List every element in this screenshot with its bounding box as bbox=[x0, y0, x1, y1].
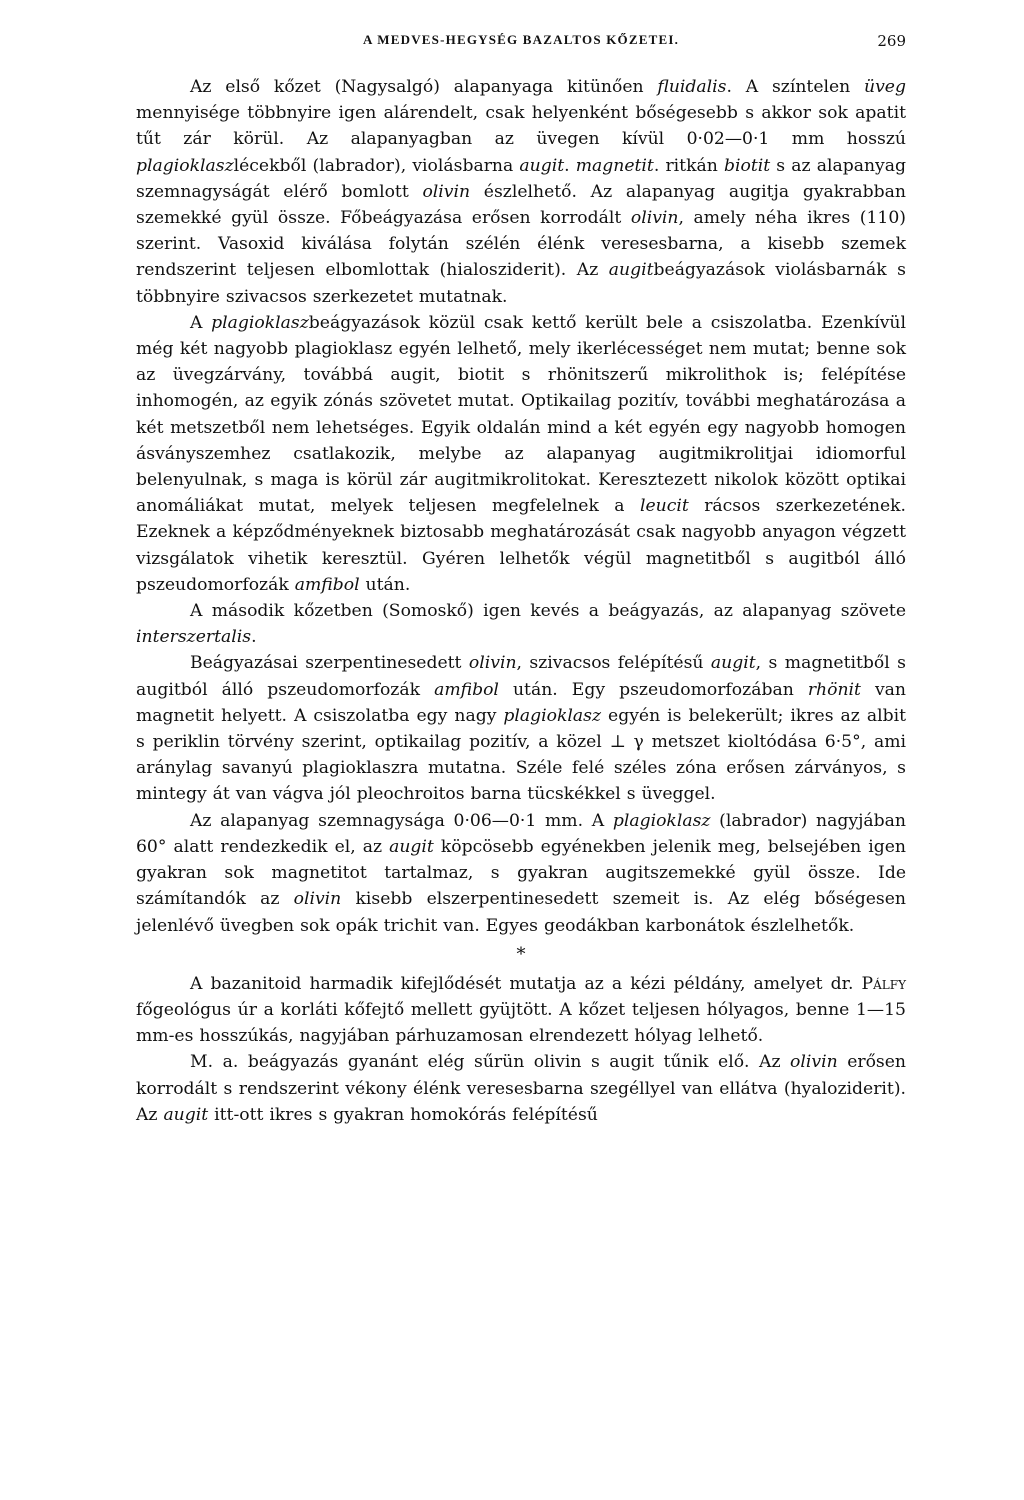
paragraph bbox=[136, 808, 906, 939]
text-run: , s magnetitből s augitból álló pszeudomorfozák bbox=[136, 653, 906, 700]
italic-term: augit bbox=[163, 1104, 209, 1125]
italic-term: plagioklasz bbox=[612, 810, 711, 831]
italic-term: augit bbox=[519, 155, 565, 176]
text-run: rácsos szerkezetének. Ezeknek a képződményeknek biztosabb meghatározását csak nagyobb anyagon végzett vizsgálatok vihetik keresztül. Gyéren lelhetők végül magnetitből s augitból álló pszeudomorfozák bbox=[136, 496, 907, 595]
italic-term: üveg bbox=[864, 77, 906, 97]
text-run: , szivacsos felépítésű bbox=[516, 653, 711, 674]
italic-term: olivin bbox=[630, 208, 679, 229]
small-caps-name: Pálfy bbox=[861, 973, 906, 994]
italic-term: magnetit bbox=[575, 155, 654, 176]
paragraph bbox=[136, 971, 906, 1050]
text-run: kisebb elszerpentinesedett szemeit is. Az elég bőségesen jelenlévő üvegben sok opák trichit van. Egyes geodákban karbonátok észlelhetők. bbox=[136, 889, 906, 936]
text-run: A bbox=[190, 312, 212, 333]
text-run: után. bbox=[359, 574, 411, 595]
text-run: s az alapanyag szemnagyságát elérő bomlott bbox=[136, 155, 906, 202]
text-run: . bbox=[251, 627, 257, 648]
italic-term: fluidalis bbox=[657, 77, 727, 97]
page-number: 269 bbox=[877, 32, 906, 50]
text-run: egyén is belekerült; ikres az albit s periklin törvény szerint, optikailag pozitív, a közel ⊥ γ metszet kioltódása 6·5°, ami aránylag savanyú plagioklaszra mutatna. Széle felé széles zóna erősen zárványos, s mintegy át van vágva jól pleochroitos barna tücskékkel s üveggel. bbox=[136, 705, 906, 805]
text-run: főgeológus úr a korláti kőfejtő mellett gyüjtött. A kőzet teljesen hólyagos, benne 1—15 mm-es hosszúkás, nagyjában párhuzamosan elrendezett hólyag lelhető. bbox=[136, 999, 906, 1047]
italic-term: olivin bbox=[422, 181, 471, 202]
italic-term: amfibol bbox=[434, 679, 499, 700]
text-run: Beágyazásai szerpentinesedett bbox=[190, 653, 469, 674]
text-run: van magnetit helyett. A csiszolatba egy nagy bbox=[136, 679, 906, 726]
text-run: . ritkán bbox=[653, 155, 724, 176]
text-run: köpcösebb egyénekben jelenik meg, belsejében igen gyakran sok magnetitot tartalmaz, s gyakran augitszemekké gyül össze. Ide számítandók az bbox=[136, 836, 906, 910]
text-run: beágyazások közül csak kettő került bele a csiszolatba. Ezenkívül még két nagyobb plagioklasz egyén lelhető, mely ikerlécességet nem mutat; benne sok az üvegzárvány, továbbá augit, biotit s rhönitszerű mikrolithok is; felépítése inhomogén, az egyik zónás szövetet mutat. Optikailag pozitív, további meghatározása a két metszetből nem lehetséges. Egyik oldalán mind a két egyén egy nagyobb homogen ásványszemhez csatlakozik, melybe az alapanyag augitmikrolitjai idiomorful belenyulnak, s maga is körül zár augitmikrolitokat. Keresztezett nikolok között optikai anomáliákat mutat, melyek teljesen megfelelnek a bbox=[136, 312, 906, 517]
italic-term: augit bbox=[389, 836, 434, 857]
italic-term: augit bbox=[710, 653, 756, 674]
text-run: A második kőzetben (Somoskő) igen kevés a beágyazás, az alapanyag szövete bbox=[190, 601, 906, 622]
text-run: észlelhető. Az alapanyag augitja gyakrabban szemekké gyül össze. Főbeágyazása erősen korrodált bbox=[136, 181, 907, 229]
paragraph bbox=[136, 74, 906, 310]
text-run: lécekből (labrador), violásbarna bbox=[233, 155, 520, 176]
section-separator: * bbox=[516, 943, 526, 965]
italic-term: leucit bbox=[640, 496, 689, 517]
body-text bbox=[136, 74, 906, 1128]
italic-term: amfibol bbox=[294, 574, 360, 595]
italic-term: augit bbox=[608, 260, 654, 281]
running-title: A MEDVES-HEGYSÉG BAZALTOS KŐZETEI. bbox=[362, 32, 680, 47]
paragraph bbox=[136, 598, 906, 650]
text-run: (labrador) nagyjában 60° alatt rendezkedik el, az bbox=[136, 810, 906, 857]
text-run: itt-ott ikres s gyakran homokórás felépítésű bbox=[208, 1104, 598, 1125]
paragraph bbox=[136, 310, 906, 598]
paragraph bbox=[136, 1049, 906, 1128]
italic-term: rhönit bbox=[807, 679, 861, 700]
text-run: . A színtelen bbox=[726, 77, 865, 97]
italic-term: plagioklasz bbox=[503, 705, 602, 726]
italic-term: biotit bbox=[723, 155, 771, 176]
text-run: . bbox=[564, 155, 576, 176]
italic-term: plagioklasz bbox=[136, 155, 234, 176]
italic-term: olivin bbox=[293, 889, 342, 910]
text-run: M. a. beágyazás gyanánt elég sűrün olivin s augit tűnik elő. Az bbox=[190, 1052, 791, 1073]
text-run: erősen korrodált s rendszerint vékony élénk veresesbarna szegéllyel van ellátva (hyaloziderit). Az bbox=[136, 1052, 906, 1125]
running-header bbox=[136, 32, 906, 58]
text-run: , amely néha ikres (110) szerint. Vasoxid kiválása folytán szélén élénk veresesbarna, a kisebb szemek rendszerint teljesen elbomlottak (hialosziderit). Az bbox=[136, 208, 906, 281]
document-page bbox=[136, 32, 906, 1128]
paragraph bbox=[136, 650, 906, 807]
italic-term: olivin bbox=[468, 653, 517, 674]
italic-term: plagioklasz bbox=[211, 312, 309, 333]
text-run: Az első kőzet (Nagysalgó) alapanyaga kitünően bbox=[190, 77, 658, 97]
text-run: A bazanitoid harmadik kifejlődését mutatja az a kézi példány, amelyet dr. bbox=[190, 973, 862, 994]
text-run: beágyazások violásbarnák s többnyire szivacsos szerkezetet mutatnak. bbox=[136, 260, 906, 307]
italic-term: olivin bbox=[790, 1052, 838, 1073]
text-run: Az alapanyag szemnagysága 0·06—0·1 mm. A bbox=[190, 810, 613, 831]
text-run: mennyisége többnyire igen alárendelt, csak helyenként bőségesebb s akkor sok apatit tűt zár körül. Az alapanyagban az üvegen kívül 0·02—0·1 mm hosszú bbox=[136, 103, 906, 150]
text-run: után. Egy pszeudomorfozában bbox=[498, 679, 808, 700]
italic-term: interszertalis bbox=[136, 627, 252, 648]
